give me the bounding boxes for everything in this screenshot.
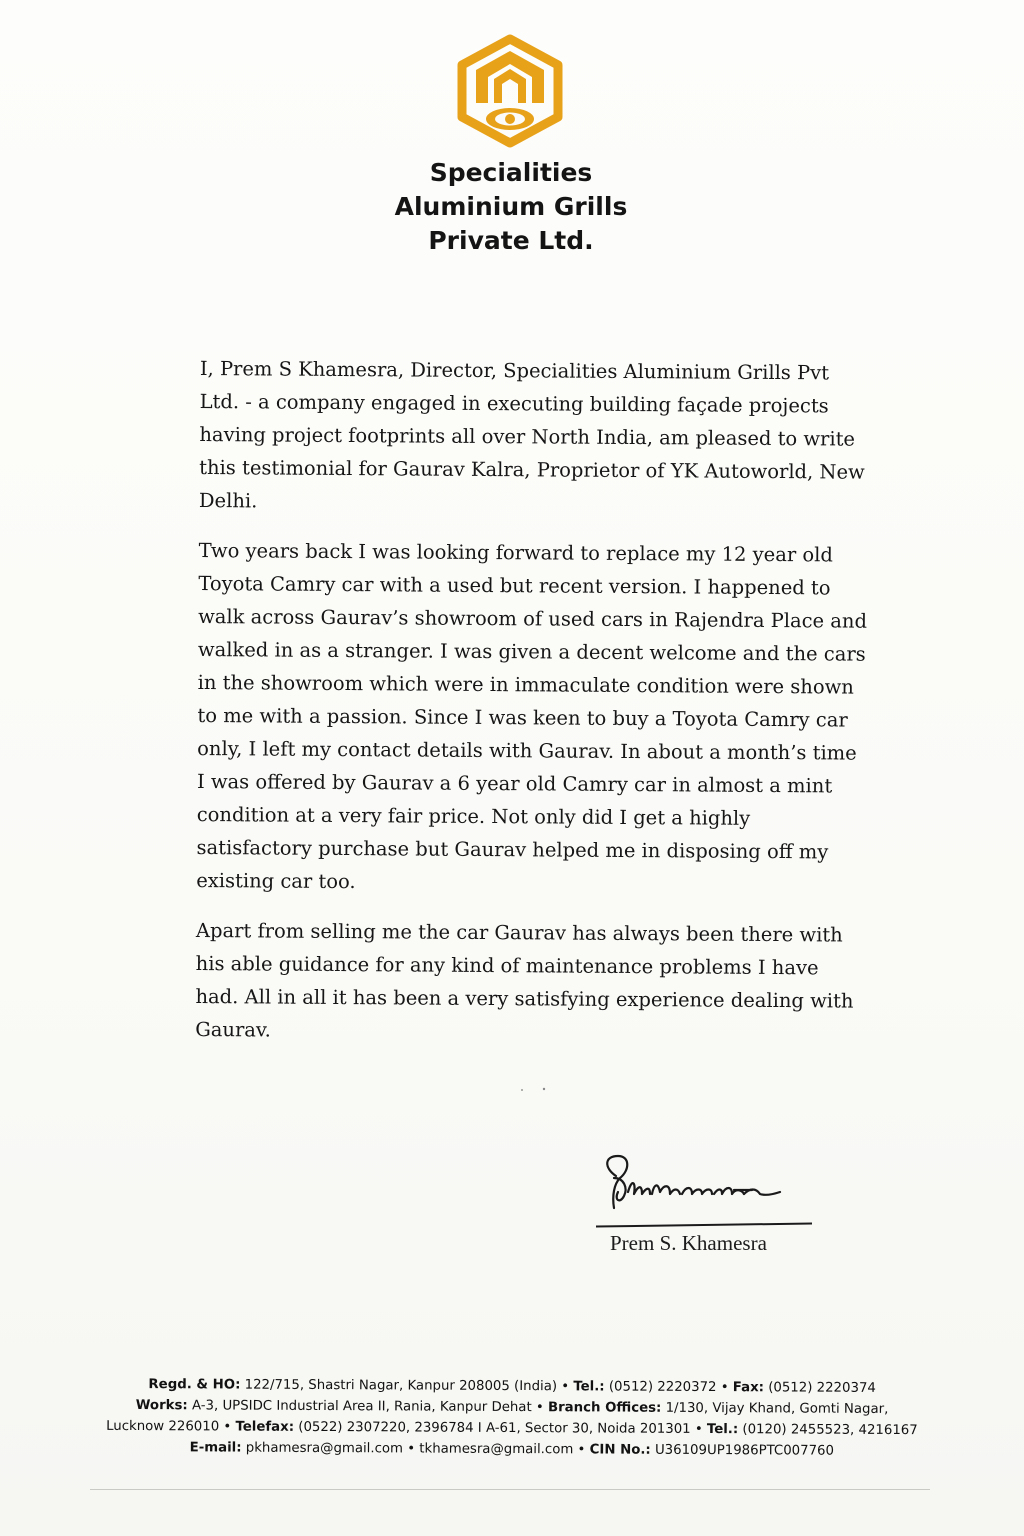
letter-body <box>195 352 870 1068</box>
footer-label: Tel.: <box>706 1422 739 1438</box>
footer-value: 1/130, Vijay Khand, Gomti Nagar, <box>661 1400 889 1417</box>
body-paragraph-3: Apart from selling me the car Gaurav has always been there with his able guidance for any kind of maintenance problems I have had. All in all it has been a very satisfying experience dealing with Gaurav. <box>195 918 854 1042</box>
footer-value: Lucknow 226010 • <box>106 1418 236 1435</box>
footer-label: Fax: <box>732 1380 765 1396</box>
company-name-line-3: Private Ltd. <box>428 226 594 255</box>
company-name <box>0 156 1022 258</box>
signatory-name: Prem S. Khamesra <box>610 1231 767 1255</box>
footer-value: A-3, UPSIDC Industrial Area II, Rania, Kanpur Dehat • <box>187 1398 549 1416</box>
footer-value: (0512) 2220372 • <box>604 1379 733 1396</box>
footer-label: E-mail: <box>189 1440 242 1456</box>
footer-value: (0522) 2307220, 2396784 I A-61, Sector 30, Noida 201301 • <box>294 1419 707 1438</box>
body-paragraph-1: I, Prem S Khamesra, Director, Specialities Aluminium Grills Pvt Ltd. - a company engaged in executing building façade projects having project footprints all over North India, am pleased to write this testimonial for Gaurav Kalra, Proprietor of YK Autoworld, New Delhi. <box>198 356 865 513</box>
footer-label: Telefax: <box>235 1419 295 1435</box>
footer-label: Regd. & HO: <box>148 1377 241 1393</box>
footer-value: 122/715, Shastri Nagar, Kanpur 208005 (India) • <box>240 1377 574 1395</box>
page-bottom-edge <box>90 1489 930 1490</box>
footer-label: CIN No.: <box>589 1442 651 1458</box>
footer-label: Tel.: <box>573 1379 605 1395</box>
signature-block <box>590 1148 820 1268</box>
footer-value: pkhamesra@gmail.com • tkhamesra@gmail.com • <box>241 1440 590 1458</box>
footer-value: U36109UP1986PTC007760 <box>650 1442 835 1459</box>
handwritten-signature <box>594 1148 804 1224</box>
company-name-line-2: Aluminium Grills <box>394 192 628 221</box>
company-name-line-1: Specialities <box>429 158 593 187</box>
scan-speck <box>516 1086 556 1096</box>
footer-label: Branch Offices: <box>547 1400 662 1416</box>
footer-label: Works: <box>135 1398 188 1414</box>
letterhead-footer <box>40 1374 984 1463</box>
hexagon-building-eye-logo <box>452 33 568 149</box>
footer-value: (0512) 2220374 <box>763 1380 876 1396</box>
body-paragraph-2: Two years back I was looking forward to replace my 12 year old Toyota Camry car with a used but recent version. I happened to walk across Gaurav’s showroom of used cars in Rajendra Place and walked in as a stranger. I was given a decent welcome and the cars in the showroom which were in immaculate condition were shown to me with a passion. Since I was keen to buy a Toyota Camry car only, I left my contact details with Gaurav. In about a month’s time I was offered by Gaurav a 6 year old Camry car in almost a mint condition at a very fair price. Not only did I get a highly satisfactory purchase but Gaurav helped me in disposing off my existing car too. <box>196 538 868 894</box>
footer-value: (0120) 2455523, 4216167 <box>738 1422 918 1439</box>
